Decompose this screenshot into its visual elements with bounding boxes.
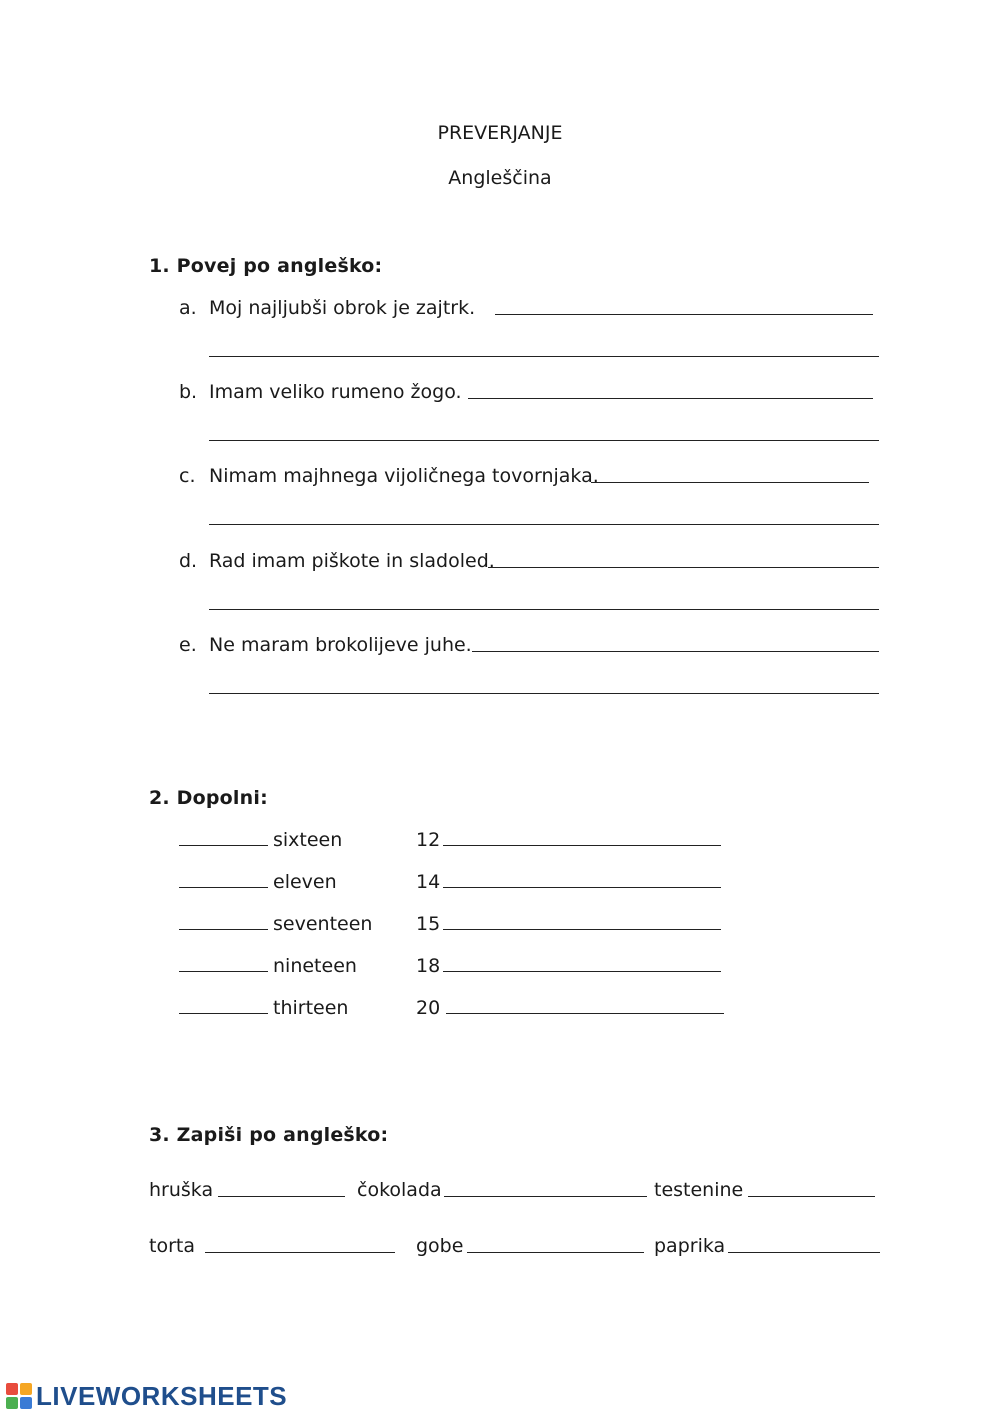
section3-heading: 3. Zapiši po angleško: xyxy=(149,1124,389,1146)
logo-square-icon xyxy=(20,1397,32,1409)
item-sentence: Ne maram brokolijeve juhe. xyxy=(209,634,472,656)
food-word: hruška xyxy=(149,1179,214,1201)
number-word: sixteen xyxy=(273,829,343,851)
number-digit: 18 xyxy=(416,955,441,977)
food-word: torta xyxy=(149,1235,195,1257)
number-word: nineteen xyxy=(273,955,357,977)
food-word: testenine xyxy=(654,1179,744,1201)
food-blank[interactable] xyxy=(218,1196,345,1197)
item-letter: a. xyxy=(179,297,197,319)
number-word: thirteen xyxy=(273,997,349,1019)
item-sentence: Imam veliko rumeno žogo. xyxy=(209,381,462,403)
answer-line[interactable] xyxy=(488,567,879,568)
item-sentence: Moj najljubši obrok je zajtrk. xyxy=(209,297,476,319)
answer-line[interactable] xyxy=(495,314,873,315)
number-digit: 12 xyxy=(416,829,441,851)
section2-heading: 2. Dopolni: xyxy=(149,787,268,809)
food-blank[interactable] xyxy=(748,1196,875,1197)
number-digit: 20 xyxy=(416,997,441,1019)
page-title: PREVERJANJE xyxy=(437,122,563,144)
food-blank[interactable] xyxy=(728,1252,880,1253)
answer-line[interactable] xyxy=(468,398,873,399)
number-word: eleven xyxy=(273,871,337,893)
item-sentence: Rad imam piškote in sladoled. xyxy=(209,550,495,572)
word-blank[interactable] xyxy=(443,971,721,972)
answer-line[interactable] xyxy=(209,609,879,610)
number-blank[interactable] xyxy=(179,971,268,972)
word-blank[interactable] xyxy=(443,929,721,930)
logo-text: LIVEWORKSHEETS xyxy=(36,1380,288,1411)
answer-line[interactable] xyxy=(209,524,879,525)
word-blank[interactable] xyxy=(443,887,721,888)
answer-line[interactable] xyxy=(209,440,879,441)
answer-line[interactable] xyxy=(591,482,869,483)
number-blank[interactable] xyxy=(179,887,268,888)
answer-line[interactable] xyxy=(209,693,879,694)
logo-square-icon xyxy=(6,1383,18,1395)
item-letter: b. xyxy=(179,381,198,403)
number-digit: 15 xyxy=(416,913,441,935)
number-blank[interactable] xyxy=(179,929,268,930)
food-word: paprika xyxy=(654,1235,726,1257)
word-blank[interactable] xyxy=(446,1013,724,1014)
word-blank[interactable] xyxy=(443,845,721,846)
item-letter: c. xyxy=(179,465,196,487)
food-blank[interactable] xyxy=(444,1196,647,1197)
logo-icon xyxy=(6,1383,32,1409)
logo-square-icon xyxy=(20,1383,32,1395)
item-letter: e. xyxy=(179,634,197,656)
answer-line[interactable] xyxy=(472,651,879,652)
item-sentence: Nimam majhnega vijoličnega tovornjaka. xyxy=(209,465,599,487)
food-word: gobe xyxy=(416,1235,464,1257)
number-blank[interactable] xyxy=(179,845,268,846)
liveworksheets-logo xyxy=(6,1380,287,1412)
logo-square-icon xyxy=(6,1397,18,1409)
number-word: seventeen xyxy=(273,913,373,935)
food-word: čokolada xyxy=(357,1179,442,1201)
food-blank[interactable] xyxy=(467,1252,644,1253)
number-blank[interactable] xyxy=(179,1013,268,1014)
page-subtitle: Angleščina xyxy=(448,167,552,189)
answer-line[interactable] xyxy=(209,356,879,357)
number-digit: 14 xyxy=(416,871,441,893)
food-blank[interactable] xyxy=(205,1252,395,1253)
section1-heading: 1. Povej po angleško: xyxy=(149,255,383,277)
item-letter: d. xyxy=(179,550,198,572)
